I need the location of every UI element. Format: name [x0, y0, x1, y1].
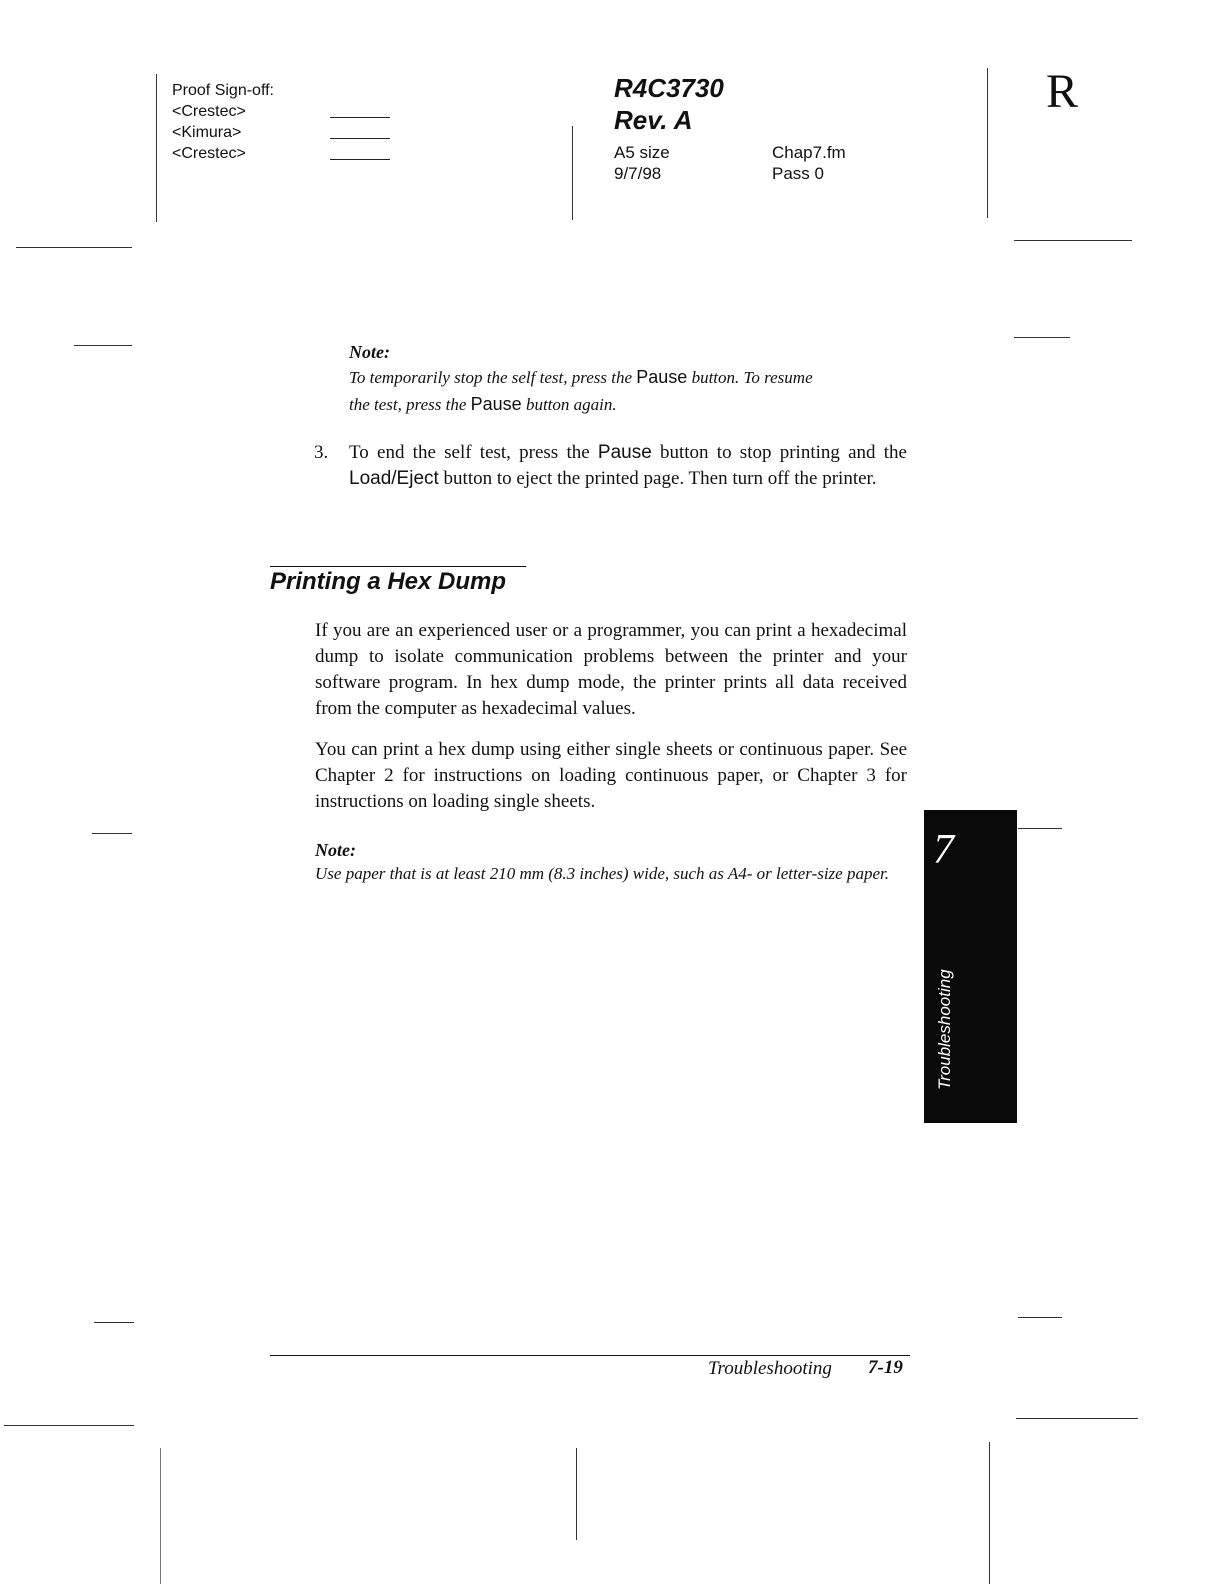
- step-3-text: [349, 440, 907, 492]
- bottom-rule-left: [160, 1448, 161, 1584]
- file-name: Chap7.fm: [772, 143, 846, 162]
- step-text: button to stop printing and the: [651, 442, 907, 463]
- paper-size: A5 size: [614, 143, 670, 162]
- crop-mark: [1016, 1418, 1138, 1419]
- crop-mark: [16, 247, 132, 248]
- doc-id-block: [614, 72, 724, 136]
- step-text: button to eject the printed page. Then turn off the printer.: [438, 468, 877, 489]
- crop-mark: [74, 345, 132, 346]
- note-body: [349, 364, 909, 418]
- header-rule-left: [156, 74, 157, 222]
- corner-mark: R: [1046, 65, 1079, 118]
- note-text: button again.: [521, 395, 617, 414]
- signer-1: <Crestec>: [172, 103, 246, 120]
- crop-mark: [1014, 337, 1070, 338]
- note-text: the test, press the: [349, 395, 471, 414]
- bottom-rule-middle: [576, 1448, 577, 1540]
- chapter-tab-label: Troubleshooting: [935, 969, 954, 1090]
- load-eject-button-ref: Load/Eject: [349, 468, 439, 489]
- pause-button-ref: Pause: [636, 367, 688, 387]
- note-text: To temporarily stop the self test, press the: [349, 368, 637, 387]
- note-heading: Note:: [349, 342, 390, 362]
- section-paragraph-2: You can print a hex dump using either single sheets or continuous paper. See Chapter 2 for instructions on loading continuous paper, or Chapter 3 for instructions on loading single sheets.: [315, 739, 907, 812]
- proof-label: Proof Sign-off:: [172, 82, 274, 99]
- footer-rule: [270, 1355, 910, 1356]
- doc-code: R4C3730: [614, 73, 724, 103]
- signer-3: <Crestec>: [172, 145, 246, 162]
- crop-mark: [94, 1322, 134, 1323]
- footer-page-number: 7-19: [868, 1357, 903, 1378]
- signature-line-1: [330, 117, 390, 118]
- crop-mark: [1014, 240, 1132, 241]
- signature-line-3: [330, 159, 390, 160]
- note-heading: Note:: [315, 840, 356, 860]
- section-title: Printing a Hex Dump: [270, 568, 507, 595]
- signature-line-2: [330, 138, 390, 139]
- pause-button-ref: Pause: [470, 394, 522, 414]
- note-text: button. To resume: [687, 368, 813, 387]
- revision: Rev. A: [614, 105, 693, 135]
- note-line-1: [349, 364, 909, 391]
- crop-mark: [1018, 1317, 1062, 1318]
- pause-button-ref: Pause: [597, 442, 652, 463]
- signer-2: <Kimura>: [172, 124, 242, 141]
- step-number: 3.: [314, 442, 329, 463]
- note-body: Use paper that is at least 210 mm (8.3 inches) wide, such as A4- or letter-size paper.: [315, 864, 889, 883]
- footer-chapter: Troubleshooting: [708, 1358, 832, 1379]
- header-rule-right: [987, 68, 988, 218]
- section-paragraph-1: If you are an experienced user or a programmer, you can print a hexadecimal dump to isolate communication problems between the printer and your software program. In hex dump mode, the printer prints all data received from the computer as hexadecimal values.: [315, 620, 907, 719]
- print-date: 9/7/98: [614, 164, 662, 183]
- chapter-tab-number: 7: [933, 827, 954, 873]
- section-rule: [270, 566, 526, 567]
- bottom-rule-right: [989, 1442, 990, 1584]
- proof-signoff-block: [172, 80, 274, 164]
- crop-mark: [4, 1425, 134, 1426]
- crop-mark: [1018, 828, 1062, 829]
- step-text: To end the self test, press the: [349, 442, 598, 463]
- note-line-2: [349, 391, 909, 418]
- crop-mark: [92, 833, 132, 834]
- header-rule-middle: [572, 126, 573, 220]
- pass-number: Pass 0: [772, 164, 824, 183]
